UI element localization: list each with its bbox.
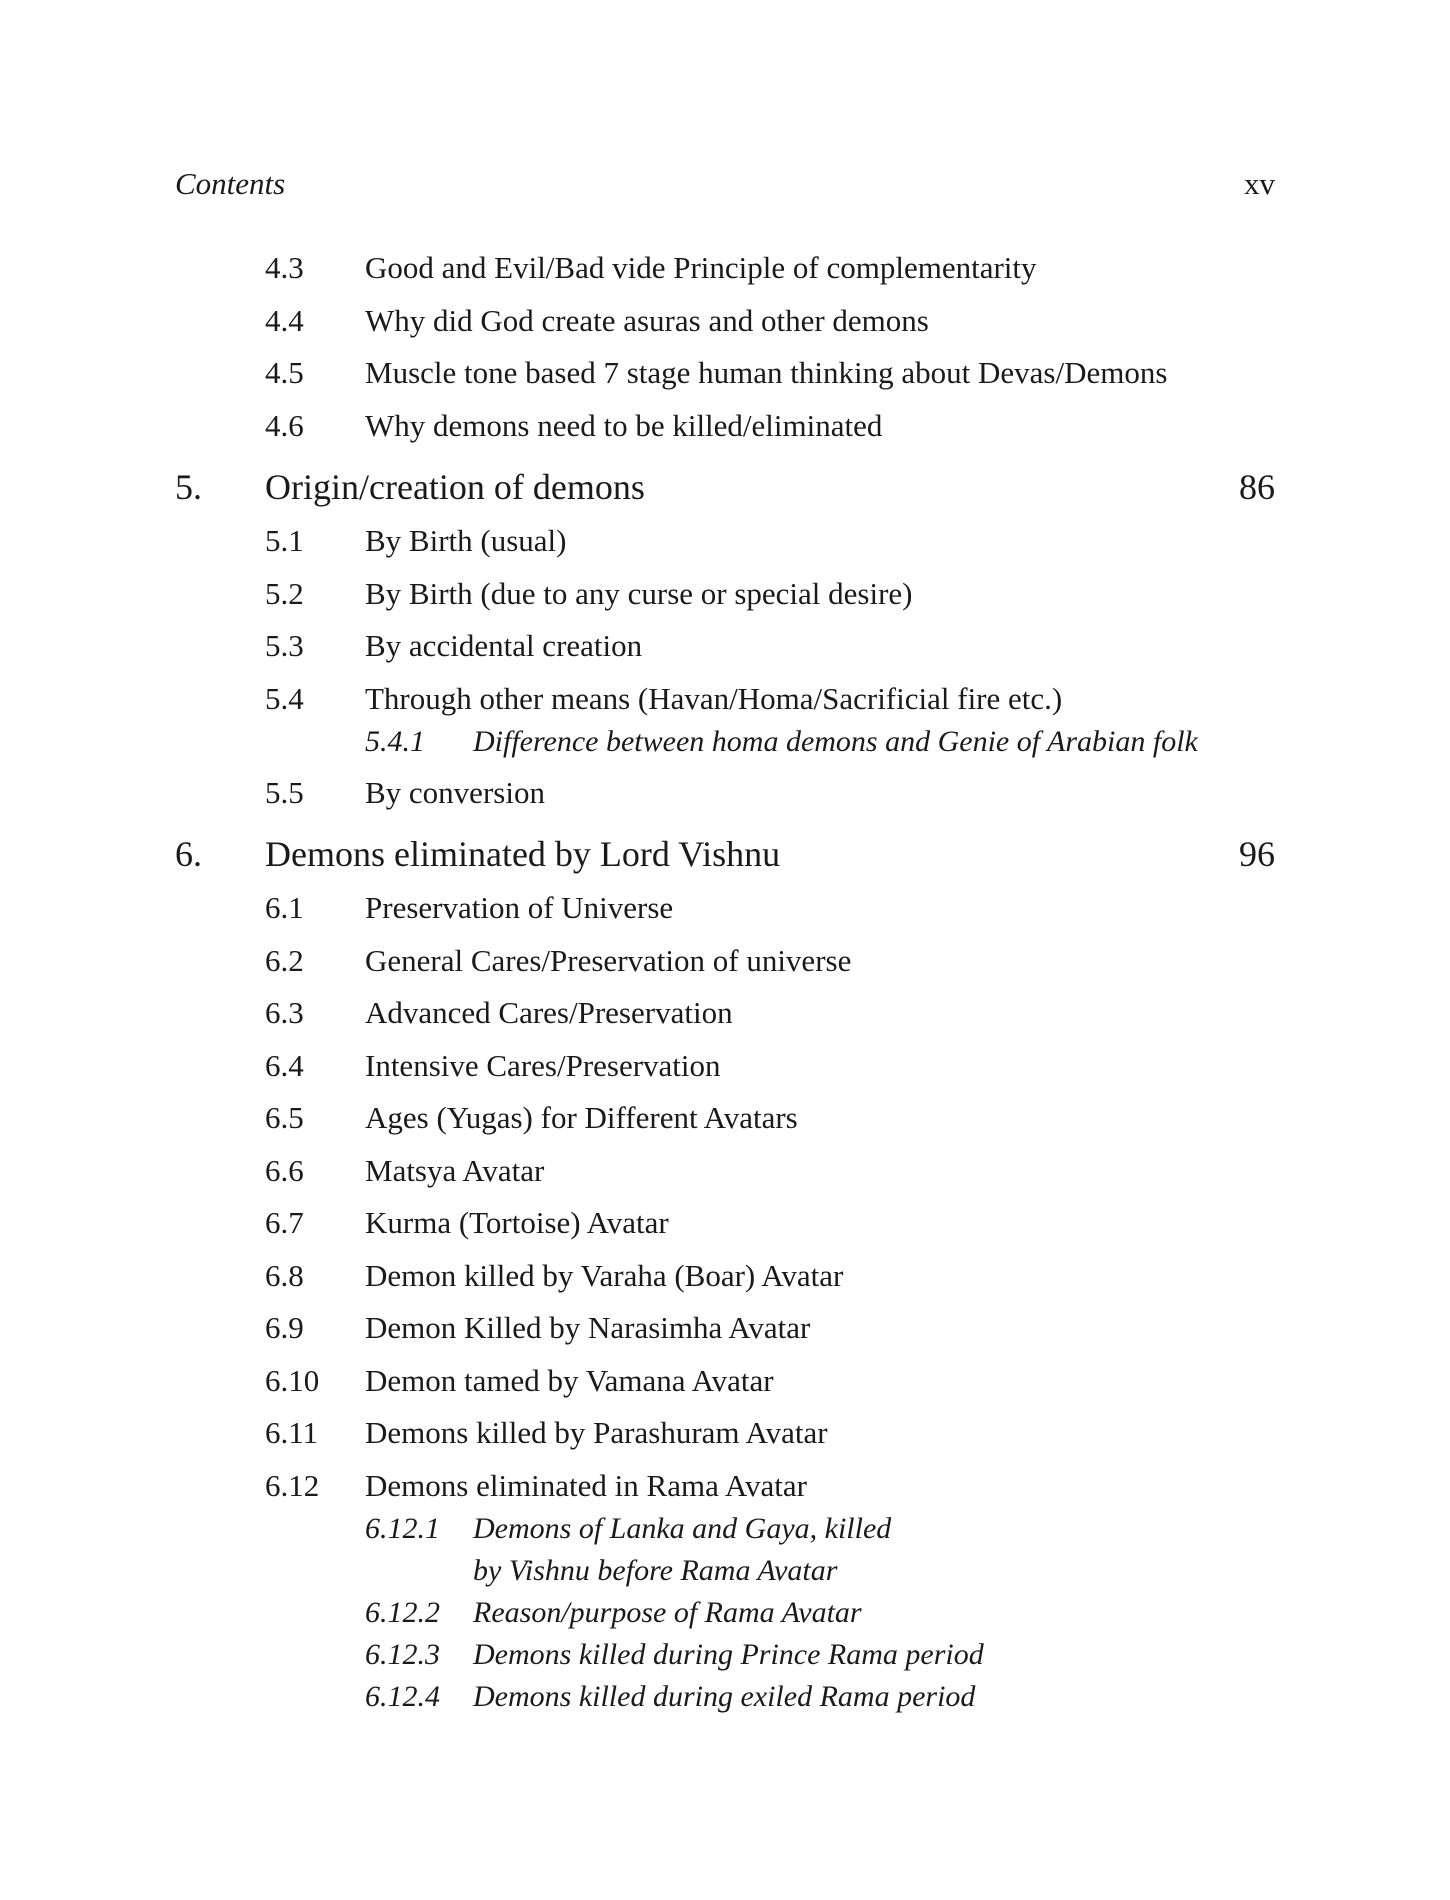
toc-entry-title: Demon killed by Varaha (Boar) Avatar	[365, 1257, 844, 1293]
toc-entry-title: By Birth (usual)	[365, 523, 567, 558]
toc-entry-4-5[interactable]	[175, 355, 1275, 408]
toc-entry-number: 6.12	[265, 1467, 320, 1503]
toc-entry-number: 6.8	[265, 1257, 304, 1293]
toc-subentry-title-continued: by Vishnu before Rama Avatar	[473, 1553, 838, 1587]
toc-subentry-title: Demons killed during Prince Rama period	[473, 1637, 984, 1671]
toc-entry-6-4[interactable]	[175, 1048, 1275, 1101]
toc-chapter-number: 5.	[175, 467, 202, 507]
toc-entry-5-2[interactable]	[175, 576, 1275, 629]
toc-entry-title: Intensive Cares/Preservation	[365, 1047, 721, 1083]
toc-entry-4-6[interactable]	[175, 408, 1275, 461]
table-of-contents	[175, 250, 1275, 1722]
toc-entry-number: 6.5	[265, 1100, 304, 1135]
toc-entry-number: 6.2	[265, 942, 304, 978]
toc-entry-number: 6.4	[265, 1047, 304, 1083]
toc-entry-title: General Cares/Preservation of universe	[365, 942, 852, 978]
toc-entry-6-3[interactable]	[175, 995, 1275, 1048]
toc-entry-number: 4.3	[265, 250, 304, 285]
toc-entry-number: 6.7	[265, 1205, 304, 1240]
toc-entry-title: Through other means (Havan/Homa/Sacrificial fire etc.)	[365, 680, 1063, 716]
toc-entry-title: Demon Killed by Narasimha Avatar	[365, 1310, 811, 1345]
toc-entry-4-3[interactable]	[175, 250, 1275, 303]
toc-entry-number: 4.6	[265, 407, 304, 443]
page-number: xv	[1244, 166, 1275, 201]
toc-entry-6-6[interactable]	[175, 1153, 1275, 1206]
toc-entry-title: Matsya Avatar	[365, 1152, 545, 1188]
toc-chapter-title: Origin/creation of demons	[265, 467, 645, 507]
toc-entry-title: Demons killed by Parashuram Avatar	[365, 1415, 828, 1450]
toc-entry-number: 6.10	[265, 1362, 320, 1398]
toc-entry-title: Demon tamed by Vamana Avatar	[365, 1362, 774, 1398]
toc-subentry-title: Demons of Lanka and Gaya, killed	[473, 1511, 892, 1545]
toc-entry-5-5[interactable]	[175, 775, 1275, 828]
toc-subentry-title: Difference between homa demons and Genie of Arabian folk	[473, 724, 1198, 758]
toc-entry-number: 6.6	[265, 1152, 304, 1188]
running-head	[175, 166, 1275, 206]
toc-entry-number: 5.3	[265, 628, 304, 663]
toc-entry-6-12-2[interactable]	[175, 1596, 1275, 1638]
toc-chapter-6[interactable]	[175, 827, 1275, 890]
toc-chapter-page: 86	[1239, 467, 1275, 507]
toc-entry-6-8[interactable]	[175, 1258, 1275, 1311]
toc-entry-6-12[interactable]	[175, 1468, 1275, 1512]
toc-entry-number: 5.5	[265, 774, 304, 810]
toc-entry-title: Ages (Yugas) for Different Avatars	[365, 1100, 798, 1135]
toc-entry-5-1[interactable]	[175, 523, 1275, 576]
toc-entry-5-4-1[interactable]	[175, 725, 1275, 775]
toc-entry-title: Kurma (Tortoise) Avatar	[365, 1205, 669, 1240]
toc-entry-6-12-1[interactable]	[175, 1512, 1275, 1554]
toc-subentry-number: 6.12.3	[365, 1637, 440, 1671]
toc-subentry-title: Demons killed during exiled Rama period	[473, 1679, 976, 1713]
toc-entry-title: Muscle tone based 7 stage human thinking about Devas/Demons	[365, 355, 1168, 390]
toc-entry-number: 6.1	[265, 890, 304, 925]
toc-subentry-number: 6.12.4	[365, 1679, 440, 1713]
toc-subentry-number: 6.12.2	[365, 1595, 440, 1629]
toc-entry-number: 5.4	[265, 680, 304, 716]
running-head-title: Contents	[175, 166, 286, 201]
toc-entry-number: 6.11	[265, 1415, 319, 1450]
toc-entry-title: Demons eliminated in Rama Avatar	[365, 1467, 807, 1503]
toc-entry-6-9[interactable]	[175, 1310, 1275, 1363]
toc-entry-5-4[interactable]	[175, 681, 1275, 725]
toc-entry-title: By accidental creation	[365, 628, 643, 663]
toc-entry-number: 4.4	[265, 302, 304, 338]
toc-entry-title: Why did God create asuras and other demons	[365, 302, 929, 338]
toc-entry-title: Preservation of Universe	[365, 890, 674, 925]
toc-entry-number: 6.3	[265, 995, 304, 1030]
toc-entry-6-12-4[interactable]	[175, 1680, 1275, 1722]
toc-entry-6-1[interactable]	[175, 890, 1275, 943]
toc-entry-title: Good and Evil/Bad vide Principle of complementarity	[365, 250, 1037, 285]
toc-entry-6-11[interactable]	[175, 1415, 1275, 1468]
toc-entry-number: 5.2	[265, 575, 304, 611]
toc-subentry-number: 5.4.1	[365, 724, 425, 758]
toc-entry-number: 4.5	[265, 355, 304, 390]
toc-entry-5-3[interactable]	[175, 628, 1275, 681]
toc-entry-6-5[interactable]	[175, 1100, 1275, 1153]
toc-entry-title: Why demons need to be killed/eliminated	[365, 407, 883, 443]
toc-entry-4-4[interactable]	[175, 303, 1275, 356]
toc-entry-6-10[interactable]	[175, 1363, 1275, 1416]
toc-entry-6-7[interactable]	[175, 1205, 1275, 1258]
toc-subentry-title: Reason/purpose of Rama Avatar	[473, 1595, 862, 1629]
toc-entry-title: By Birth (due to any curse or special desire)	[365, 575, 913, 611]
toc-subentry-number: 6.12.1	[365, 1511, 440, 1545]
toc-entry-number: 5.1	[265, 523, 304, 558]
toc-entry-title: Advanced Cares/Preservation	[365, 995, 733, 1030]
toc-chapter-page: 96	[1239, 834, 1275, 874]
toc-chapter-title: Demons eliminated by Lord Vishnu	[265, 834, 781, 874]
toc-chapter-number: 6.	[175, 834, 202, 874]
toc-entry-number: 6.9	[265, 1310, 304, 1345]
toc-entry-6-2[interactable]	[175, 943, 1275, 996]
toc-entry-6-12-3[interactable]	[175, 1638, 1275, 1680]
toc-chapter-5[interactable]	[175, 460, 1275, 523]
toc-entry-title: By conversion	[365, 774, 545, 810]
toc-entry-6-12-1-continued[interactable]	[175, 1554, 1275, 1596]
